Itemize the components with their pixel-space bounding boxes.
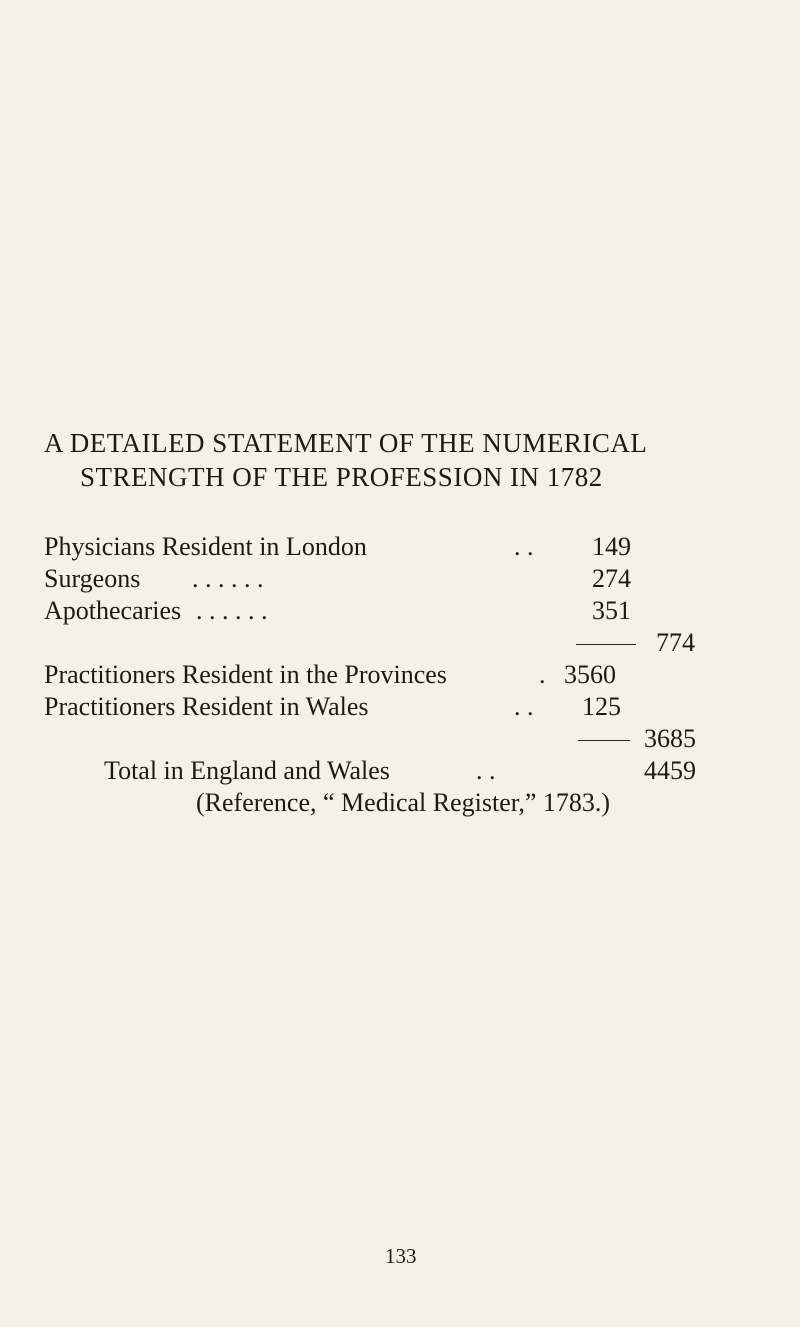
row-label: Apothecaries <box>44 596 182 625</box>
table-row <box>44 532 644 562</box>
title-line-1: A DETAILED STATEMENT OF THE NUMERICAL <box>44 428 648 458</box>
page-number: 133 <box>385 1244 417 1268</box>
subtotal-rule <box>576 644 636 645</box>
leader-dots: . . . . . . <box>192 564 264 593</box>
leader-dots: . . . . . . <box>196 596 268 625</box>
total-value: 4459 <box>644 756 696 785</box>
leader-dots: . . <box>514 532 534 561</box>
title-line-2: STRENGTH OF THE PROFESSION IN 1782 <box>80 462 603 492</box>
table-row <box>44 564 644 594</box>
row-value: 3560 <box>564 660 616 689</box>
leader-dots: . . <box>476 756 496 785</box>
table-row <box>44 596 644 626</box>
table-row <box>44 660 654 690</box>
row-value: 149 <box>592 532 631 561</box>
row-value: 125 <box>582 692 621 721</box>
row-value: 351 <box>592 596 631 625</box>
reference-note: (Reference, “ Medical Register,” 1783.) <box>196 788 611 817</box>
row-label: Physicians Resident in London <box>44 532 367 561</box>
row-value: 274 <box>592 564 631 593</box>
leader-dots: . <box>539 660 546 689</box>
subtotal-rule <box>578 740 630 741</box>
subtotal-provinces-wales: 3685 <box>644 724 696 753</box>
leader-dots: . . <box>514 692 534 721</box>
subtotal-london: 774 <box>656 628 695 657</box>
row-label: Surgeons <box>44 564 141 593</box>
total-label: Total in England and Wales <box>104 756 390 785</box>
row-label: Practitioners Resident in Wales <box>44 692 369 721</box>
row-label: Practitioners Resident in the Provinces <box>44 660 447 689</box>
total-row <box>104 756 704 786</box>
table-row <box>44 692 644 722</box>
